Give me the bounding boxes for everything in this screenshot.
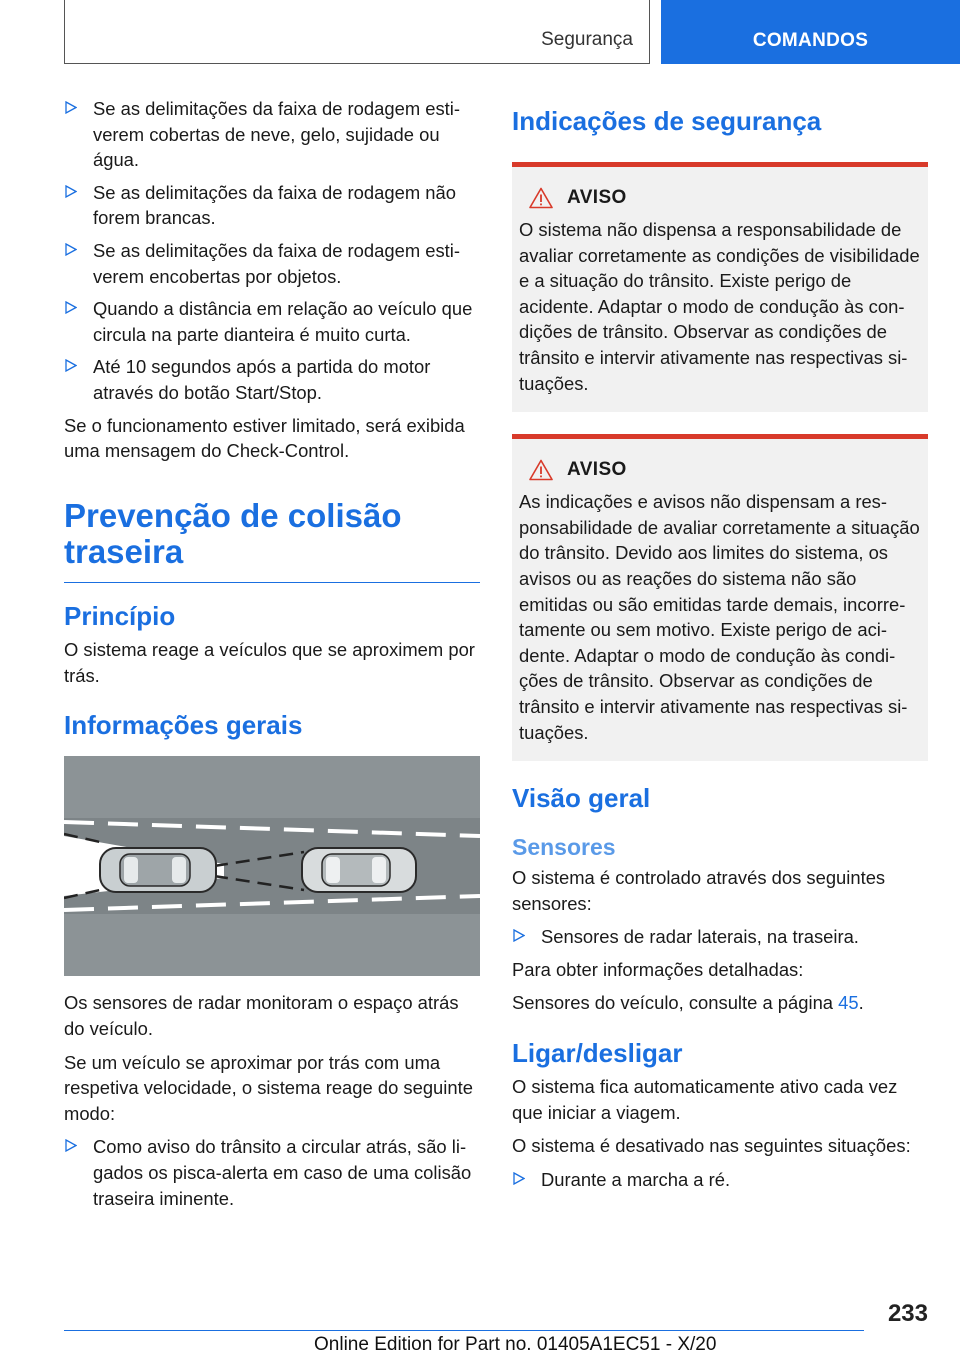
- front-car: [302, 848, 416, 892]
- triangle-right-outline-icon: [65, 101, 77, 114]
- list-item: Se as delimitações da faixa de rodagem estiverem encobertas por objetos.: [64, 238, 482, 289]
- warning-box: [512, 434, 928, 761]
- warning-triangle-icon: [529, 187, 553, 209]
- list-item: Sensores de radar laterais, na traseira.: [512, 924, 930, 950]
- header-chapter-title: COMANDOS: [752, 30, 869, 51]
- right-column: [512, 96, 930, 1199]
- page-link[interactable]: 45: [838, 992, 859, 1014]
- principle-heading: Princípio: [64, 601, 176, 632]
- onoff-text-2: O sistema é desativado nas seguintes situações:: [512, 1135, 911, 1157]
- chapter-heading: Prevenção de colisão traseira: [64, 496, 402, 570]
- sensors-list: [512, 924, 930, 950]
- rear-car: [100, 848, 216, 892]
- approach-reaction-text: Se um veículo se aproximar por trás com uma respetiva velocidade, o sistema reage do seguinte modo:: [64, 1051, 473, 1124]
- chapter-heading-rule: [64, 582, 480, 584]
- footer-edition: Online Edition for Part no. 01405A1EC51 - X/20: [314, 1334, 717, 1355]
- onoff-text-1: O sistema fica automaticamente ativo cada vez que iniciar a viagem.: [512, 1076, 898, 1123]
- warning-text: As indicações e avisos não dispensam a responsabilidade de avaliar corretamente a situação do trânsito. Devido aos limites do sistema, os avisos ou as reações do sistema não são emitidas ou são emitidas tarde demais, incorretamente ou sem motivo. Existe perigo de acidente. Adaptar o modo de condução às condições de trânsito. Observar as condições de trânsito e intervir ativamente nas respectivas situações.: [519, 491, 920, 743]
- overview-heading: Visão geral: [512, 783, 651, 814]
- triangle-right-outline-icon: [513, 1172, 525, 1185]
- rear-collision-illustration: [64, 756, 480, 976]
- triangle-right-outline-icon: [65, 301, 77, 314]
- footer-rule: [64, 1330, 864, 1331]
- left-column: [64, 96, 482, 1218]
- sensors-heading: Sensores: [512, 834, 616, 861]
- detail-text: Para obter informações detalhadas:: [512, 958, 804, 980]
- warning-box: [512, 162, 928, 412]
- list-item: Durante a marcha a ré.: [512, 1167, 930, 1193]
- list-item: Até 10 segundos após a partida do motor através do botão Start/Stop.: [64, 354, 482, 405]
- general-info-heading: Informações gerais: [64, 710, 303, 741]
- sensors-text: O sistema é controlado através dos seguintes sensores:: [512, 867, 886, 914]
- page-number: 233: [887, 1300, 928, 1327]
- list-item: Como aviso do trânsito a circular atrás, são ligados os pisca-alerta em caso de uma colisão traseira iminente.: [64, 1134, 482, 1211]
- warning-title: AVISO: [567, 187, 627, 208]
- safety-heading: Indicações de segurança: [512, 106, 822, 136]
- onoff-heading: Ligar/desligar: [512, 1038, 683, 1069]
- header-section-title: Segurança: [541, 29, 633, 50]
- deactivation-list: [512, 1167, 930, 1193]
- limitations-list: [64, 96, 482, 406]
- triangle-right-outline-icon: [65, 185, 77, 198]
- page-reference: Sensores do veículo, consulte a página 45.: [512, 992, 864, 1014]
- header-chapter-tab[interactable]: [661, 0, 960, 64]
- reaction-list: [64, 1134, 482, 1211]
- warning-text: O sistema não dispensa a responsabilidade de avaliar corretamente as condições de visibilidade e a situação do trânsito. Existe perigo de acidente. Adaptar o modo de condução às condições de trânsito. Observar as condições de trânsito e intervir ativamente nas respectivas situações.: [519, 219, 920, 394]
- triangle-right-outline-icon: [65, 359, 77, 372]
- radar-cars-illustration: [64, 756, 480, 976]
- warning-triangle-icon: [529, 459, 553, 481]
- principle-text: O sistema reage a veículos que se aproximem por trás.: [64, 639, 475, 686]
- list-item: Se as delimitações da faixa de rodagem estiverem cobertas de neve, gelo, sujidade ou água.: [64, 96, 482, 173]
- warning-title: AVISO: [567, 459, 627, 481]
- triangle-right-outline-icon: [65, 1139, 77, 1152]
- radar-monitor-text: Os sensores de radar monitoram o espaço atrás do veículo.: [64, 992, 459, 1039]
- list-item: Quando a distância em relação ao veículo que circula na parte dianteira é muito curta.: [64, 296, 482, 347]
- triangle-right-outline-icon: [513, 929, 525, 942]
- header-section-box: [64, 0, 650, 64]
- triangle-right-outline-icon: [65, 243, 77, 256]
- list-item: Se as delimitações da faixa de rodagem não forem brancas.: [64, 180, 482, 231]
- limited-function-text: Se o funcionamento estiver limitado, será exibida uma mensagem do Check-Control.: [64, 414, 465, 462]
